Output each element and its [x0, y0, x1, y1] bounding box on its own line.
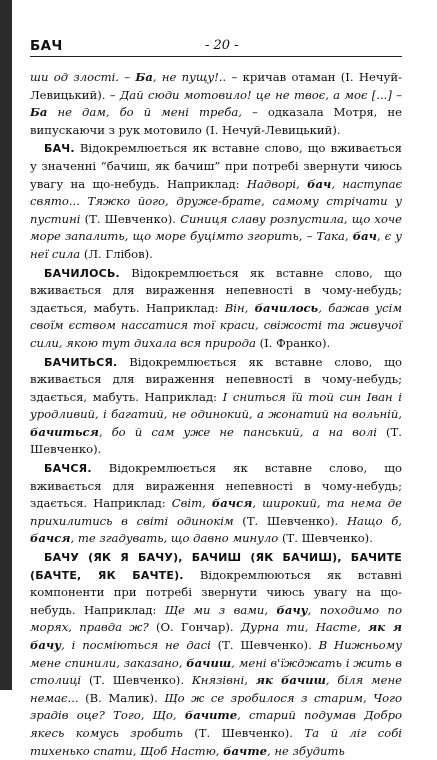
example-text: Він,	[224, 300, 255, 315]
example-text: , бажав усім своїм єством нассатися тої краси, свіжості та живучої сили, якою тут дихала вся природа	[30, 300, 402, 350]
entry-paragraph	[30, 549, 402, 760]
example-text: Нащо б,	[346, 513, 402, 528]
entry-term: БАЧСЯ.	[44, 462, 92, 476]
keyword: бачте	[223, 743, 267, 758]
keyword: бачу	[276, 602, 308, 617]
entry-paragraph	[30, 354, 402, 460]
entry-text	[30, 69, 402, 760]
example-text: , і посміються не дасі	[61, 638, 218, 652]
entry-paragraph	[30, 265, 402, 353]
page-number: - 20 -	[205, 38, 239, 53]
example-text: І сниться їй той син Іван і уродливий, і багатий, не одинокий, а жонатий на вольній,	[30, 389, 402, 422]
example-text: , не збудить	[267, 743, 345, 758]
body-run: (Л. Глібов).	[83, 246, 153, 261]
example-text: Синиця славу розпустила, що хоче море запалить, що море буцімто згорить, – Така,	[30, 211, 402, 244]
example-text: , широкий, та нема де прихилитись в світі одинокім	[30, 496, 402, 528]
body-run: Відокремлюється як вставне слово, що вживається для вираження непевності в чому-небудь; здається, мабуть. Наприклад:	[30, 354, 402, 404]
body-run: (Т. Шевченко).	[30, 424, 402, 457]
example-text: , мені в'їжджать і жить в столиці	[30, 655, 403, 688]
body-run: (Т. Шевченко).	[84, 211, 181, 226]
example-text: Та й ліг собі тихенько спати, Щоб Настю,	[30, 725, 403, 758]
example-text: ши од злості. –	[30, 70, 136, 84]
keyword: Ба	[30, 105, 48, 120]
entry-paragraph	[30, 140, 402, 263]
keyword: бачилось	[254, 300, 319, 315]
keyword: як я бачу	[30, 620, 402, 652]
keyword: бач	[352, 229, 377, 244]
example-text: , бо й сам уже не панський, а на волі	[98, 424, 387, 439]
example-text: , наступає свято... Тяжко його, друже-брате, самому стрічати у пустині	[30, 176, 402, 226]
entry-paragraph	[30, 460, 402, 548]
example-text: , біля мене немає...	[30, 673, 403, 705]
entry-term: БАЧИТЬСЯ.	[44, 355, 118, 369]
example-text: Князівні,	[191, 673, 256, 688]
keyword: як бачиш	[255, 673, 326, 688]
example-text: , походимо по морях, правда ж?	[30, 602, 402, 635]
keyword: бачся	[211, 496, 253, 511]
body-run: (Т. Шевченко).	[242, 513, 347, 528]
body-run: (Т. Шевченко).	[88, 673, 192, 688]
keyword: бачся	[30, 531, 71, 546]
entry-term: БАЧУ (ЯК Я БАЧУ), БАЧИШ (ЯК БАЧИШ), БАЧИТЕ (БАЧТЕ, ЯК БАЧТЕ).	[30, 551, 402, 582]
dictionary-page	[30, 34, 402, 760]
example-text: не дам, бо й мені треба, –	[47, 105, 268, 120]
body-run: Відокремлюється як вставне слово, що вживається для вираження непевності в чому-небудь; здається, мабуть. Наприклад:	[30, 265, 402, 315]
body-run: (Т. Шевченко).	[217, 638, 319, 652]
example-text: Світ,	[171, 496, 212, 511]
body-run: одказала Мотря, не випускаючи з рук мотовило (І. Нечуй-Левицький).	[30, 105, 402, 137]
body-run: кричав отаман (І. Нечуй-Левицький).	[30, 70, 402, 102]
example-text: Дурна ти, Насте,	[240, 620, 369, 635]
keyword: Ба	[135, 70, 153, 84]
body-run: (І. Франко).	[259, 335, 331, 350]
body-run: (О. Гончар).	[155, 620, 241, 635]
keyword: бачите	[184, 708, 238, 723]
example-text: , старий подумав Добро якесь комусь зробить	[30, 708, 403, 740]
running-head	[30, 34, 402, 57]
body-run: (В. Малик).	[85, 690, 165, 705]
body-run: Відокремлюється як вставне слово, що вживається у значенні “бачиш, як бачиш” при потребі звернути чиюсь увагу на що-небудь. Наприклад:	[30, 141, 402, 191]
entry-term: БАЧИЛОСЬ.	[44, 266, 120, 280]
example-text: Надворі,	[246, 176, 308, 191]
example-text: Ще ми з вами,	[164, 602, 277, 617]
body-run: Відокремлюється як вставне слово, що вживається для вираження непевності в чому-небудь; здається. Наприклад:	[30, 461, 402, 511]
body-run: (Т. Шевченко).	[281, 531, 373, 546]
example-text: , те згадувать, що давно минуло	[70, 531, 282, 546]
keyword: бачиться	[30, 424, 99, 439]
example-text: , є у неї сила	[30, 229, 402, 261]
example-text: , не пущу!.. –	[152, 70, 243, 84]
keyword: бач	[307, 176, 332, 191]
example-text: В Нижньому мене спинили, заказано,	[30, 638, 402, 670]
page-edge-shadow	[0, 0, 12, 690]
example-text: – Дай сюди мотовило! це не твоє, а моє [...] –	[109, 87, 402, 102]
keyword: бачиш	[186, 655, 232, 670]
entry-paragraph	[30, 69, 402, 139]
running-headword: БАЧ	[30, 38, 63, 54]
entry-term: БАЧ.	[44, 142, 75, 156]
body-run: Відокремлюються як вставні компоненти при потребі звернути чиюсь увагу на що-небудь. Наприклад:	[30, 567, 402, 617]
body-run: (Т. Шевченко).	[194, 725, 305, 740]
example-text: Що ж се зробилося з старим, Чого зрадів оце? Того, Що,	[30, 690, 402, 723]
